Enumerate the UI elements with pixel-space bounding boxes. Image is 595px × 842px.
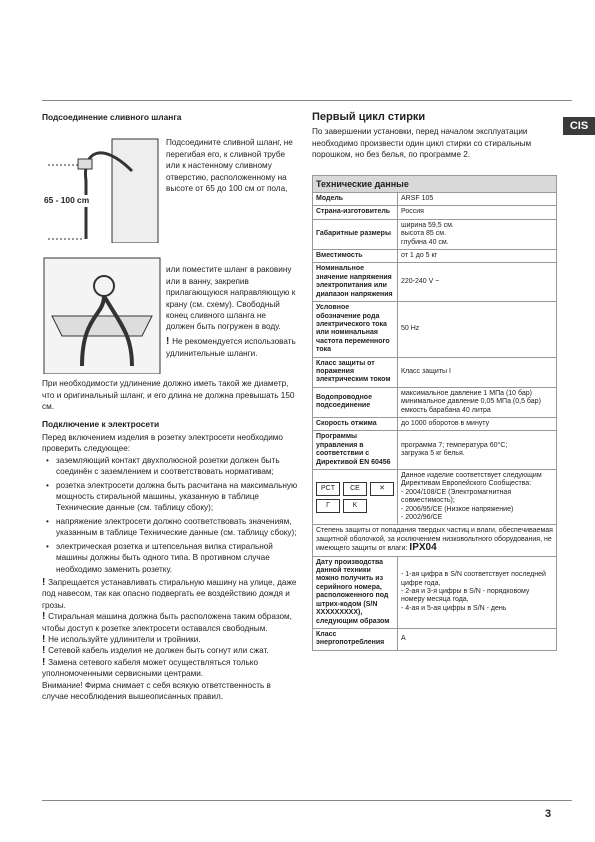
spec-value: до 1000 оборотов в минуту [398, 417, 557, 430]
spec-key: Класс защиты от поражения электрическим током [313, 357, 398, 387]
top-rule [42, 100, 572, 101]
spec-value: Класс защиты I [398, 357, 557, 387]
table-row [313, 193, 557, 206]
spec-key: Габаритные размеры [313, 219, 398, 249]
directives-text: Данное изделие соответствует следующим Директивам Европейского Сообщества: - 2004/108/CE (Электромагнитная совместимость); - 2006/95/CE (Низкое напряжение) - 2002/96/CE [398, 470, 557, 525]
ip-cell [313, 525, 557, 556]
date-value: - 1-ая цифра в S/N соответствует последней цифре года, - 2-ая и 3-я цифры в S/N - порядковому номеру месяца года, - 4-ая и 5-ая цифры в S/N - день [398, 556, 557, 628]
table-row [313, 302, 557, 357]
table-row [313, 206, 557, 219]
spec-key: Номинальное значение напряжения электропитания или диапазон напряжения [313, 263, 398, 302]
warning-text: Замена сетевого кабеля может осуществляться только уполномоченными сервисными центрами. [42, 657, 258, 679]
logos-cell [313, 470, 398, 525]
right-column [312, 112, 557, 651]
warning-text: Запрещается устанавливать стиральную машину на улице, даже под навесом, так как опасно подвергать ее воздействию дождя и грозы. [42, 577, 297, 610]
table-row [313, 417, 557, 430]
table-row [313, 431, 557, 470]
left-column [42, 112, 298, 702]
spec-key: Модель [313, 193, 398, 206]
ukraine-mark-icon: K [343, 499, 367, 513]
list-item: • заземляющий контакт двухполюсной розетки должен быть соединён с заземлением и соответствовать нормативам; [56, 455, 298, 478]
warning-text: Стиральная машина должна быть расположена таким образом, чтобы доступ к розетке электросети оставался свободным. [42, 612, 292, 633]
spec-key: Вместимость [313, 250, 398, 263]
spec-value: 220-240 V ~ [398, 263, 557, 302]
page-number: 3 [545, 808, 552, 820]
warning-icon: ! [42, 656, 49, 668]
electric-title: Подключение к электросети [42, 418, 160, 429]
drain-title: Подсоединение сливного шланга [42, 112, 182, 122]
warning-cable [42, 645, 298, 656]
notice: Внимание! Фирма снимает с себя всякую ответственность в случае несоблюдения вышеописанных правил. [42, 680, 271, 701]
energy-value: A [398, 628, 557, 650]
drain-warning [166, 336, 296, 359]
table-row [313, 357, 557, 387]
warning-icon: ! [42, 576, 49, 588]
specs-table-title: Технические данные [313, 175, 557, 192]
spec-value: программа 7; температура 60°C; загрузка 5 кг белья. [398, 431, 557, 470]
spec-value: ширина 59,5 см. высота 85 см. глубина 40 см. [398, 219, 557, 249]
spec-value: 50 Hz [398, 302, 557, 357]
table-row [313, 250, 557, 263]
weee-bin-icon: ✕ [370, 482, 394, 496]
bottom-rule [42, 800, 572, 801]
wall-drain-illustration [42, 131, 160, 243]
warning-outdoor [42, 577, 298, 611]
energy-key: Класс энергопотребления [313, 628, 398, 650]
specs-table [312, 175, 557, 651]
pct-mark-icon: PCT [316, 482, 340, 496]
list-item: • электрическая розетка и штепсельная вилка стиральной машины должны быть одного типа. В противном случае необходимо заменить розетку. [56, 541, 298, 575]
spec-value: максимальное давление 1 МПа (10 бар) минимальное давление 0,05 МПа (0,5 бар) емкость барабана 40 литра [398, 387, 557, 417]
ce-mark-icon: CE [343, 482, 367, 496]
spec-key: Водопроводное подсоединение [313, 387, 398, 417]
spec-value: Россия [398, 206, 557, 219]
language-tab: CIS [563, 117, 595, 135]
list-item: • напряжение электросети должно соответствовать значениям, указанным в таблице Технические данные (см. таблицу сбоку); [56, 516, 298, 539]
warning-icon: ! [42, 645, 49, 657]
electric-checklist [42, 455, 298, 575]
drain-figure-wall [42, 125, 298, 248]
spec-key: Скорость отжима [313, 417, 398, 430]
warning-icon: ! [42, 611, 49, 623]
height-label: 65 - 100 cm [44, 195, 90, 206]
warning-text: Не используйте удлинители и тройники. [48, 634, 201, 644]
warning-text: Сетевой кабель изделия не должен быть согнут или сжат. [48, 646, 269, 656]
table-row [313, 387, 557, 417]
date-key: Дату производства данной техники можно получить из серийного номера, расположенного под штрих-кодом (S/N XXXXXXXXX), следующим образом [313, 556, 398, 628]
spec-value: ARSF 105 [398, 193, 557, 206]
table-row [313, 219, 557, 249]
ip-text: Степень защиты от попадания твердых частиц и влаги, обеспечиваемая защитной оболочкой, за исключением низковольтного оборудования, не имеющего защиты от влаги: [316, 527, 553, 553]
ip-code: IPX04 [409, 542, 437, 554]
gost-mark-icon: Г [316, 499, 340, 513]
warning-extension [42, 634, 298, 645]
sink-drain-illustration [42, 256, 162, 374]
spec-key: Страна-изготовитель [313, 206, 398, 219]
spec-key: Программы управления в соответствии с Директивой EN 60456 [313, 431, 398, 470]
warning-access [42, 611, 298, 634]
drain-figure-sink [42, 248, 298, 378]
drain-text-2: или поместите шланг в раковину или в ванну, закрепив прилагающуюся направляющую к крану (см. схему). Свободный конец сливного шланга не должен быть погружен в воду. [166, 265, 296, 332]
electric-intro: Перед включением изделия в розетку электросети необходимо проверить следующее: [42, 433, 283, 454]
spec-value: от 1 до 5 кг [398, 250, 557, 263]
warning-icon: ! [42, 633, 49, 645]
warning-icon: ! [166, 336, 173, 348]
first-cycle-title: Первый цикл стирки [312, 111, 426, 123]
table-row [313, 263, 557, 302]
warning-replace [42, 657, 298, 680]
spec-key: Условное обозначение рода электрического тока или номинальная частота переменного тока [313, 302, 398, 357]
drain-text-3: При необходимости удлинение должно иметь такой же диаметр, что и оригинальный шланг, и его длина не должна превышать 150 см. [42, 379, 295, 412]
drain-warning-text: Не рекомендуется использовать удлинительные шланги. [166, 337, 296, 358]
first-cycle-text: По завершении установки, перед началом эксплуатации необходимо произвести один цикл стирки со стиральным порошком, но без белья, по программе 2. [312, 127, 532, 160]
drain-text-1: Подсоедините сливной шланг, не перегибая его, к сливной трубе или к настенному сливному отверстию, расположенному на высоте от 65 до 100 см от пола, [166, 138, 293, 194]
list-item: • розетка электросети должна быть расчитана на максимальную мощность стиральной машины, указанную в таблице Технические данные (см. таблицу сбоку); [56, 480, 298, 514]
